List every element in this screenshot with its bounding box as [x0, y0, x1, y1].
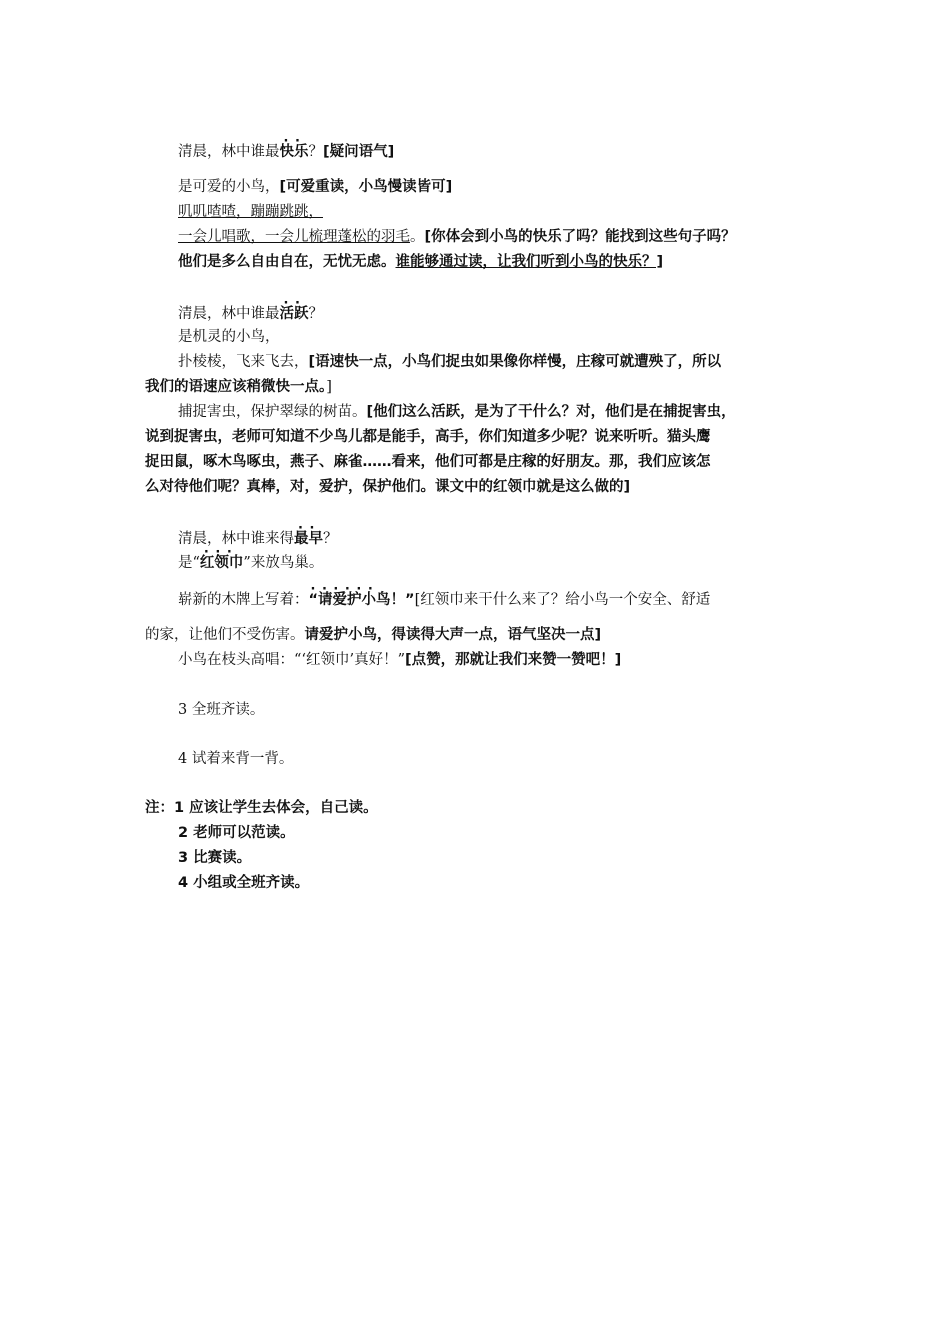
s2-line-7	[145, 450, 817, 475]
text: 是“	[178, 555, 200, 571]
s3-line-1	[145, 527, 850, 552]
text: 是可爱的小鸟，	[178, 179, 280, 195]
note-1	[145, 796, 817, 821]
teaching-note: 请爱护小鸟，得读得大声一点，语气坚决一点]	[304, 627, 602, 643]
s3-line-4	[145, 623, 817, 648]
teaching-note: 捉田鼠，啄木鸟啄虫，燕子、麻雀……看来，他们可都是庄稼的好朋友。那，我们应该怎	[145, 454, 711, 470]
text: 清晨，林中谁最	[178, 144, 280, 160]
text: ？	[323, 531, 338, 547]
text: 4 试着来背一背。	[178, 751, 294, 767]
note-4	[145, 871, 850, 896]
text: ？	[308, 306, 323, 322]
teaching-note: [点赞，那就让我们来赞一赞吧！]	[405, 652, 622, 668]
underlined-text: 一会儿唱歌，一会儿梳理蓬松的羽毛	[178, 229, 410, 245]
s1-line-1	[145, 140, 850, 165]
teaching-note: [他们这么活跃，是为了干什么？对，他们是在捕捉害虫，	[366, 404, 736, 420]
s1-line-4	[145, 225, 850, 250]
text: 小鸟在枝头高唱：“‘红领巾’真好！”	[178, 652, 406, 668]
teaching-note: [语速快一点，小鸟们捉虫如果像你样慢，庄稼可就遭殃了，所以	[308, 354, 722, 370]
note-label: 注：	[145, 800, 174, 816]
text: 捕捉害虫，保护翠绿的树苗。	[178, 404, 367, 420]
s3-line-3	[145, 588, 850, 613]
teaching-note: 么对待他们呢？真棒，对，爱护，保护他们。课文中的红领巾就是这么做的]	[145, 479, 631, 495]
step-3	[145, 698, 850, 723]
teaching-note: 我们的语速应该稍微快一点。	[145, 379, 327, 395]
s3-line-2	[145, 551, 850, 576]
text: 崭新的木牌上写着：	[178, 592, 309, 608]
s3-line-5	[145, 648, 850, 673]
text: 扑棱棱，飞来飞去，	[178, 354, 309, 370]
s2-line-1	[145, 302, 850, 327]
teaching-note: [可爱重读，小鸟慢读皆可]	[279, 179, 453, 195]
note-2	[145, 821, 850, 846]
note-text: 2 老师可以范读。	[178, 825, 295, 841]
s2-line-8	[145, 475, 817, 500]
text: ]	[326, 379, 332, 395]
text: 3 全班齐读。	[178, 702, 265, 718]
step-4	[145, 747, 850, 772]
s2-line-4	[145, 375, 817, 400]
s2-line-6	[145, 425, 817, 450]
text: 。	[410, 229, 425, 245]
s2-line-2	[145, 325, 850, 350]
emphasis-phrase: “请爱护小鸟！” · · ·	[309, 592, 415, 608]
s1-line-5	[145, 250, 850, 275]
underlined-text: 叽叽喳喳，蹦蹦跳跳，	[178, 204, 323, 220]
teaching-note-underlined: 谁能够通过读，让我们听到小鸟的快乐？]	[395, 254, 664, 270]
text: 清晨，林中谁最	[178, 306, 280, 322]
s2-line-5	[145, 400, 850, 425]
note-text: 1 应该让学生去体会，自己读。	[174, 800, 378, 816]
teaching-note: [你体会到小鸟的快乐了吗？能找到这些句子吗？	[424, 229, 736, 245]
note-text: 4 小组或全班齐读。	[178, 875, 310, 891]
emphasis-word: 最早 · ·	[294, 531, 323, 547]
teaching-note: 说到捉害虫，老师可知道不少鸟儿都是能手，高手，你们知道多少呢？说来听听。猫头鹰	[145, 429, 711, 445]
text: 清晨，林中谁来得	[178, 531, 294, 547]
s1-line-3	[145, 200, 850, 225]
text: 是机灵的小鸟，	[178, 329, 280, 345]
text: 的家，让他们不受伤害。	[145, 627, 305, 643]
teaching-note: [疑问语气]	[323, 144, 395, 160]
emphasis-word: 活跃 · ·	[280, 306, 309, 322]
teaching-note: 他们是多么自由自在，无忧无虑。	[178, 254, 396, 270]
note-text: 3 比赛读。	[178, 850, 252, 866]
emphasis-word: 红领巾 · · ·	[200, 555, 244, 571]
emphasis-word: 快乐 · ·	[280, 144, 309, 160]
note-3	[145, 846, 850, 871]
text: ”来放鸟巢。	[243, 555, 324, 571]
text: ？	[308, 144, 323, 160]
s1-line-2	[145, 175, 850, 200]
s2-line-3	[145, 350, 850, 375]
text: [红领巾来干什么来了？给小鸟一个安全、舒适	[414, 592, 711, 608]
